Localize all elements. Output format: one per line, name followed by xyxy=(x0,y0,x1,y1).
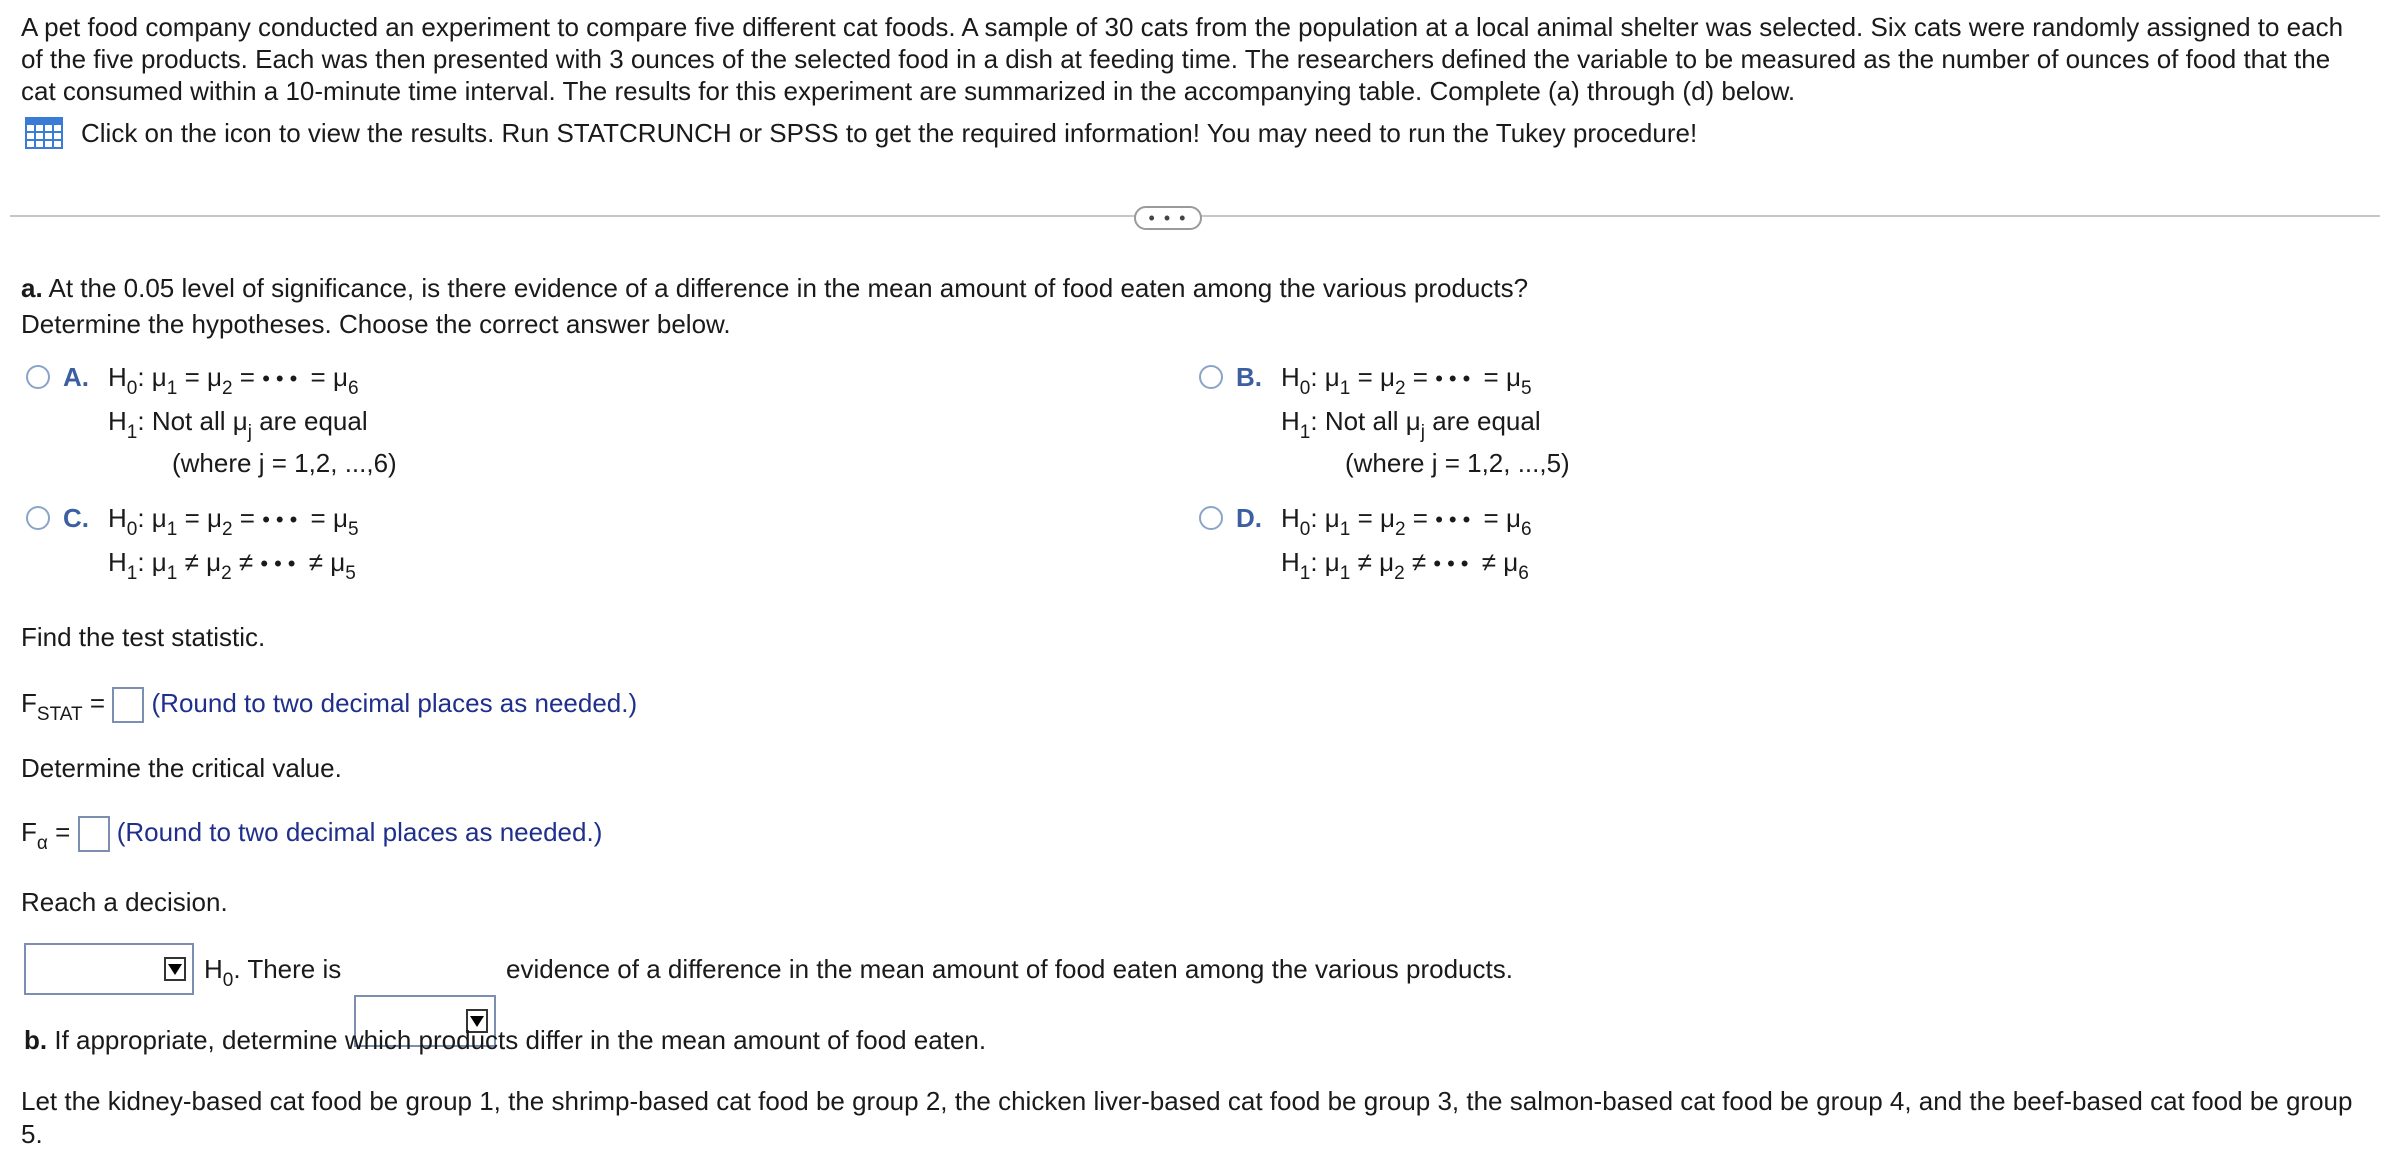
part-a-question-text: At the 0.05 level of significance, is there evidence of a difference in the mean amount of food eaten among the various products? xyxy=(48,273,1529,303)
option-a-letter: A. xyxy=(63,362,89,392)
view-results-text: Click on the icon to view the results. Run STATCRUNCH or SPSS to get the required information! You may need to run the Tukey procedure! xyxy=(81,118,1698,148)
hypotheses-instruction: Determine the hypotheses. Choose the correct answer below. xyxy=(21,309,731,339)
option-b-h0: $H_0$: $\mu_1 = \mu_2$ = ••• = $\mu_5$ xyxy=(1281,362,1532,399)
option-c-h1: $H_1$: $\mu_1 \ne \mu_2$ ≠ ••• ≠ $\mu_5$ xyxy=(108,547,356,584)
falpha-row: $F_\alpha$ = (Round to two decimal places as needed.) xyxy=(21,817,603,854)
fstat-row: $F_{STAT}$ = (Round to two decimal places as needed.) xyxy=(21,688,638,725)
option-a-where: (where j = 1,2, ...,6) xyxy=(172,448,397,478)
option-d-h1-last: 6 xyxy=(1518,563,1529,584)
groups-line-2: 5. xyxy=(21,1119,43,1149)
intro-line-1: A pet food company conducted an experiment to compare five different cat foods. A sample of 30 cats from the population at a local animal shelter was selected. Six cats were randomly assigned to each xyxy=(21,12,2344,42)
option-d-h1: $H_1$: $\mu_1 \ne \mu_2$ ≠ ••• ≠ $\mu_6$ xyxy=(1281,547,1529,584)
option-a-radio[interactable] xyxy=(26,365,50,389)
dropdown-arrow-icon xyxy=(164,957,186,981)
expand-more-button[interactable] xyxy=(1134,206,1202,230)
option-a-h1: $H_1$: Not all $\mu_j$ are equal xyxy=(108,406,368,443)
option-d-radio[interactable] xyxy=(1199,506,1223,530)
there-is-text: . There is xyxy=(233,954,342,984)
problem-statement xyxy=(21,11,2371,107)
option-a-h0-last: 6 xyxy=(347,378,359,399)
option-d-letter: D. xyxy=(1236,503,1262,533)
part-b-question xyxy=(24,1023,986,1057)
option-b-where: (where j = 1,2, ...,5) xyxy=(1345,448,1570,478)
option-c-h0-last: 5 xyxy=(347,519,359,540)
part-a-question xyxy=(21,271,1528,305)
decision-select-reject[interactable] xyxy=(24,943,194,995)
falpha-round-hint: (Round to two decimal places as needed.) xyxy=(116,817,603,847)
falpha-input[interactable] xyxy=(78,816,110,852)
option-c-h1-last: 5 xyxy=(345,563,356,584)
decision-tail-text: evidence of a difference in the mean amount of food eaten among the various products. xyxy=(506,954,1513,984)
find-test-statistic: Find the test statistic. xyxy=(21,622,266,652)
option-b-h0-last: 5 xyxy=(1520,378,1532,399)
table-grid-icon[interactable] xyxy=(25,117,63,149)
reach-decision: Reach a decision. xyxy=(21,887,228,917)
option-b-letter: B. xyxy=(1236,362,1262,392)
decision-h0-text xyxy=(204,952,341,998)
fstat-input[interactable] xyxy=(112,687,144,723)
determine-critical-value: Determine the critical value. xyxy=(21,753,342,783)
intro-line-3: cat consumed within a 10-minute time interval. The results for this experiment are summarized in the accompanying table. Complete (a) through (d) below. xyxy=(21,76,1796,106)
option-a-h1-text: Not all xyxy=(151,406,226,436)
option-a-h0: $H_0$: $\mu_1 = \mu_2$ = ••• = $\mu_6$ xyxy=(108,362,359,399)
option-b-h1-tail: are equal xyxy=(1432,406,1541,436)
groups-line-1: Let the kidney-based cat food be group 1, the shrimp-based cat food be group 2, the chicken liver-based cat food be group 3, the salmon-based cat food be group 4, and the beef-based cat food be group xyxy=(21,1086,2353,1116)
view-results-row xyxy=(25,116,1697,150)
part-a-label: a. xyxy=(21,273,43,303)
option-b-radio[interactable] xyxy=(1199,365,1223,389)
option-c-h0: $H_0$: $\mu_1 = \mu_2$ = ••• = $\mu_5$ xyxy=(108,503,359,540)
option-b-h1: $H_1$: Not all $\mu_j$ are equal xyxy=(1281,406,1541,443)
fstat-sub: STAT xyxy=(36,704,83,725)
falpha-sub: α xyxy=(36,833,48,854)
decision-h0-sub: 0 xyxy=(222,970,234,991)
option-d-h0: $H_0$: $\mu_1 = \mu_2$ = ••• = $\mu_6$ xyxy=(1281,503,1532,540)
option-c-letter: C. xyxy=(63,503,89,533)
option-a-h1-tail: are equal xyxy=(259,406,368,436)
part-b-label: b. xyxy=(24,1025,48,1055)
more-dots: • • • xyxy=(1148,208,1188,228)
falpha-label: F xyxy=(21,817,37,847)
decision-h0: H xyxy=(204,954,223,984)
option-c-radio[interactable] xyxy=(26,506,50,530)
intro-line-2: of the five products. Each was then presented with 3 ounces of the selected food in a dish at feeding time. The researchers defined the variable to be measured as the number of ounces of food that the xyxy=(21,44,2331,74)
option-d-h0-last: 6 xyxy=(1520,519,1532,540)
option-b-h1-text: Not all xyxy=(1324,406,1399,436)
fstat-round-hint: (Round to two decimal places as needed.) xyxy=(151,688,638,718)
part-b-question-text: If appropriate, determine which products differ in the mean amount of food eaten. xyxy=(54,1025,987,1055)
fstat-label: F xyxy=(21,688,37,718)
